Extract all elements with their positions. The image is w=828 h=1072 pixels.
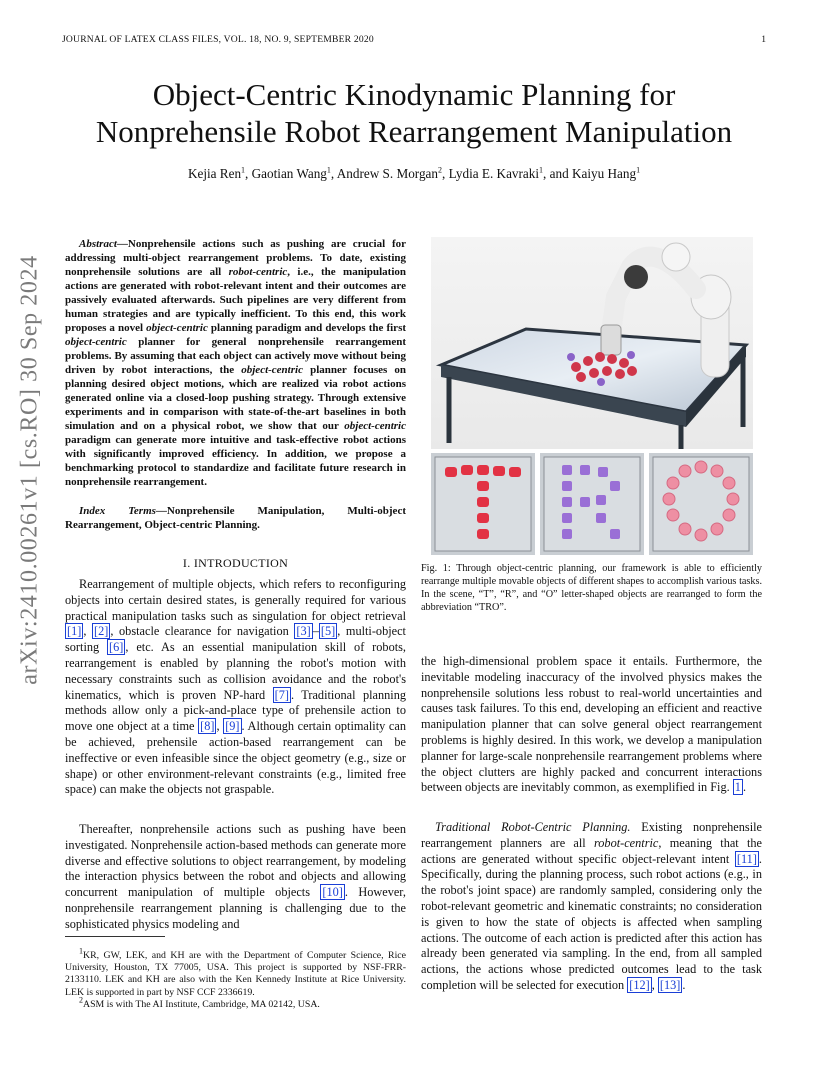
author-list: Kejia Ren$^1$, Gaotian Wang$^1$, Andrew S. Morgan$^2$, Lydia E. Kavraki$^1$, and Kaiyu Hang$^1$ (187, 165, 641, 181)
figure-caption (421, 562, 762, 614)
footnotes (65, 946, 406, 1011)
abstract-emphasis: robot-centric (228, 266, 288, 278)
abstract-text: —Nonprehensile actions such as pushing are crucial for addressing multi-object rearrangement problems. To date, existing nonprehensile solutions are all (65, 238, 406, 278)
intro-paragraph-1 (65, 577, 406, 798)
citation-link[interactable]: [7] (274, 687, 289, 702)
title-line-1: Object-Centric Kinodynamic Planning for (152, 77, 676, 112)
affiliation-mark: 2 (437, 165, 442, 175)
citation-link[interactable]: [9] (225, 719, 240, 734)
abstract-emphasis: object-centric (241, 364, 303, 376)
abstract-emphasis: object-centric (65, 336, 127, 348)
right-paragraph-2 (421, 820, 762, 994)
abstract-text: planning paradigm and develops the first (207, 322, 407, 334)
author-name: Kejia Ren (187, 166, 242, 181)
caption-text: Fig. 1: Through object-centric planning, our framework is able to efficiently rearrange multiple movable objects of different shapes to accomplish various tasks. In the scene, “T”, “R”, and “O” letter-shaped objects are rearranged to form the abbreviation “TRO”. (421, 563, 762, 613)
body-text: , etc. As an essential manipulation skill of robots, rearrangement is enabled by planning the robot's motion with necessary constraints such as collision avoidance and the robot's kinematics, which is proven NP-hard (65, 640, 406, 702)
body-text: . (742, 780, 747, 795)
index-terms-label: Index Terms (79, 505, 156, 517)
citation-link[interactable]: [6] (109, 640, 124, 655)
index-terms (65, 504, 406, 532)
body-text: , (83, 624, 93, 639)
body-text: , obstacle clearance for navigation (110, 624, 295, 639)
body-text: . (682, 977, 686, 992)
affiliation-mark: 1 (326, 165, 331, 175)
body-text: . Specifically, during the planning process, such robot actions (e.g., in the robot's joint space) are randomly sampled, considering only the robot-relevant geometric and kinematic constraints; no consideration is given to how the state of objects is affected when sampling actions. The outcome of each action is predicted after this action has already been generated via sampling. In the end, from all sampled actions, the actions whose predicted outcomes lead to the task completion will be selected for execution (421, 851, 762, 992)
paper-title (60, 76, 768, 150)
citation-link[interactable]: [13] (659, 977, 681, 992)
affiliation-mark: 1 (539, 165, 544, 175)
body-text: . Traditional planning methods allow only a pick-and-place type of prehensile action to move one object at a time (65, 687, 406, 734)
author-name: Lydia E. Kavraki (448, 166, 540, 181)
body-text: . Although certain optimality can be achieved, prehensile action-based rearrangement can be ineffective or even infeasible since the object geometry (e.g., size or shape) or other environment-relevant constraints (e.g., limited free space) can make the objects not graspable. (65, 719, 406, 797)
section-heading: I. INTRODUCTION (182, 556, 289, 570)
citation-link[interactable]: [12] (629, 977, 650, 992)
citation-link[interactable]: [3] (296, 624, 311, 639)
letter-t-photo (431, 453, 535, 555)
author-name: and Kaiyu Hang (549, 166, 637, 181)
letter-o-photo (649, 453, 753, 555)
citation-link[interactable]: [5] (320, 624, 336, 639)
body-text: . However, nonprehensile rearrangement planning is challenging due to the sophisticated physics modeling and (65, 885, 406, 931)
citation-link[interactable]: [2] (94, 624, 109, 639)
body-text: , meaning that the actions are generated without specific object-relevant intent (421, 835, 762, 866)
citation-link[interactable]: [11] (736, 851, 757, 866)
journal-header: JOURNAL OF LATEX CLASS FILES, VOL. 18, NO. 9, SEPTEMBER 2020 (62, 34, 374, 45)
abstract-label: Abstract (79, 238, 117, 250)
abstract-text: paradigm can generate more intuitive and task-effective robot actions with significantly improved efficiency. In addition, we propose a benchmarking protocol to standardize and facilitate future research in nonprehensile rearrangement. (65, 434, 406, 488)
robot-scene-photo (431, 237, 753, 449)
letter-r-photo (540, 453, 644, 555)
body-text: Thereafter, nonprehensile actions such as pushing have been investigated. Nonprehensile action-based methods can generate more diverse and effective solutions to object rearrangement, by modeling the interaction physics between the robot and objects and allowing concurrent manipulation of multiple objects (65, 822, 406, 900)
abstract-emphasis: object-centric (344, 420, 406, 432)
arxiv-stamp: arXiv:2410.00261v1 [cs.RO] 30 Sep 2024 (16, 255, 43, 685)
intro-paragraph-2 (65, 822, 406, 933)
footnote-mark: 1 (79, 946, 83, 956)
body-text: – (312, 624, 319, 639)
abstract-text: , i.e., the manipulation actions are generated with robot-relevant intent and their outcomes are passively evaluated afterwards. Such pipelines are very different from human strategies and are typically inefficient. To this end, this work proposes a novel (65, 266, 406, 334)
affiliation-mark: 1 (241, 165, 246, 175)
abstract (65, 237, 406, 489)
body-text: , (216, 719, 224, 734)
footnote-mark: 2 (79, 995, 83, 1005)
figure-link[interactable]: 1 (734, 780, 741, 795)
citation-link[interactable]: [1] (67, 624, 82, 639)
body-text: Existing nonprehensile rearrangement planners are all (421, 820, 762, 850)
author-name: Andrew S. Morgan (336, 166, 438, 181)
citation-link[interactable]: [10] (322, 885, 343, 900)
citation-link[interactable]: [8] (200, 719, 215, 734)
right-paragraph-1 (421, 654, 762, 796)
body-emphasis: robot-centric (593, 835, 659, 850)
abstract-text: planner focuses on planning desired object motions, which are realized via robot actions generated online via a closed-loop pushing strategy. Through extensive experiments and in comparison with state-of-the-art baselines in both simulation and on a physical robot, we show that our (65, 364, 407, 432)
figure-1 (431, 237, 753, 555)
affiliation-mark: 1 (636, 165, 641, 175)
abstract-emphasis: object-centric (146, 322, 208, 334)
index-terms-text: —Nonprehensile Manipulation, Multi-object Rearrangement, Object-centric Planning. (65, 505, 406, 531)
abstract-text: planner for general nonprehensile rearrangement problems. By assuming that each object can actively move without being driven by robot interactions, the (65, 336, 406, 376)
title-line-2: Nonprehensile Robot Rearrangement Manipulation (95, 114, 733, 149)
body-text: Rearrangement of multiple objects, which refers to reconfiguring objects into certain desired states, is generally required for various practical manipulation tasks such as singulation for object retrieval (65, 577, 406, 623)
body-text: , (651, 977, 658, 992)
footnote-rule (65, 936, 165, 937)
author-name: Gaotian Wang (251, 166, 327, 181)
body-text: the high-dimensional problem space it entails. Furthermore, the inevitable modeling inaccuracy of the involved physics makes the nonprehensile solutions less robust to real-world uncertainties and causes task failures. To this end, developing an efficient and reactive manipulation planner that can solve general object rearrangement problems is highly desired. In this work, we develop a manipulation planner for large-scale nonprehensile rearrangement problems where the object clutters are highly packed and concurrent interactions between objects are inevitably common, as exemplified in Fig. (421, 654, 762, 795)
footnote-text: KR, GW, LEK, and KH are with the Department of Computer Science, Rice University, Houston, TX 77005, USA. This project is supported by NSF-FRR-2133110. LEK and KH are also with the Ken Kennedy Institute at Rice University. LEK is supported in part by NSF CCF 2336619. (65, 950, 406, 998)
body-text: , multi-object sorting (65, 624, 406, 655)
paragraph-heading: Traditional Robot-Centric Planning. (435, 820, 631, 834)
footnote-text: ASM is with The AI Institute, Cambridge, MA 02142, USA. (83, 998, 320, 1010)
page-number: 1 (761, 34, 766, 45)
